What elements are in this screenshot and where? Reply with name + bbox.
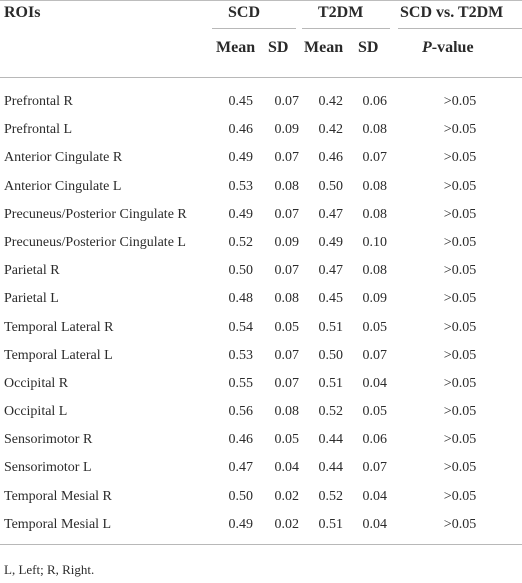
cell-p-value: >0.05 xyxy=(443,347,477,363)
cell-scd-mean: 0.53 xyxy=(228,347,253,363)
cell-t2dm-sd: 0.04 xyxy=(362,375,387,391)
cell-scd-mean: 0.49 xyxy=(228,516,253,532)
table-row xyxy=(0,144,522,172)
cell-roi: Prefrontal L xyxy=(4,122,73,138)
cell-t2dm-sd: 0.09 xyxy=(362,291,387,307)
cell-t2dm-mean: 0.45 xyxy=(318,291,343,307)
cell-scd-mean: 0.45 xyxy=(228,94,253,109)
cell-scd-sd: 0.07 xyxy=(274,347,299,363)
cell-roi: Temporal Lateral L xyxy=(4,347,113,363)
cell-p-value: >0.05 xyxy=(443,432,477,448)
header-p-value xyxy=(422,38,474,58)
cell-scd-sd: 0.07 xyxy=(274,263,299,279)
cell-p-value: >0.05 xyxy=(443,206,477,222)
cell-p-value: >0.05 xyxy=(443,122,477,138)
cell-t2dm-sd: 0.05 xyxy=(362,404,387,420)
cell-t2dm-sd: 0.07 xyxy=(362,347,387,363)
table-row xyxy=(0,173,522,201)
table-body xyxy=(0,88,522,539)
header-scd: SCD xyxy=(228,4,261,21)
cell-p-value: >0.05 xyxy=(443,291,477,307)
cell-scd-mean: 0.56 xyxy=(228,404,253,420)
table-row xyxy=(0,454,522,482)
table-row xyxy=(0,201,522,229)
table-row xyxy=(0,511,522,539)
header-t2dm: T2DM xyxy=(318,4,364,21)
p-suffix: -value xyxy=(431,39,474,56)
top-rule xyxy=(0,0,522,1)
cell-roi: Anterior Cingulate L xyxy=(4,178,122,194)
header-bottom-rule xyxy=(0,77,522,78)
cell-scd-mean: 0.53 xyxy=(228,178,253,194)
table-row xyxy=(0,116,522,144)
cell-t2dm-mean: 0.50 xyxy=(318,178,343,194)
cell-roi: Temporal Lateral R xyxy=(4,319,114,335)
cell-scd-mean: 0.47 xyxy=(228,460,253,476)
table-row xyxy=(0,257,522,285)
table-row xyxy=(0,426,522,454)
cell-scd-sd: 0.07 xyxy=(274,206,299,222)
cell-t2dm-mean: 0.52 xyxy=(318,404,343,420)
cell-t2dm-sd: 0.07 xyxy=(362,460,387,476)
cell-scd-sd: 0.07 xyxy=(274,94,299,109)
cell-t2dm-mean: 0.52 xyxy=(318,488,343,504)
cell-scd-sd: 0.09 xyxy=(274,234,299,250)
cell-t2dm-sd: 0.08 xyxy=(362,178,387,194)
cell-scd-sd: 0.07 xyxy=(274,375,299,391)
cell-roi: Prefrontal R xyxy=(4,94,73,109)
cell-t2dm-sd: 0.08 xyxy=(362,263,387,279)
cell-t2dm-mean: 0.49 xyxy=(318,234,343,250)
cell-scd-mean: 0.52 xyxy=(228,234,253,250)
cell-p-value: >0.05 xyxy=(443,319,477,335)
footnote: L, Left; R, Right. xyxy=(4,562,95,577)
cell-p-value: >0.05 xyxy=(443,375,477,391)
header-scd-vs-t2dm: SCD vs. T2DM xyxy=(400,4,504,21)
header-scd-sd: SD xyxy=(268,39,289,56)
cell-t2dm-sd: 0.08 xyxy=(362,122,387,138)
header-rois: ROIs xyxy=(4,4,41,21)
cell-p-value: >0.05 xyxy=(443,404,477,420)
cell-t2dm-sd: 0.04 xyxy=(362,488,387,504)
cell-roi: Sensorimotor R xyxy=(4,432,93,448)
cell-scd-mean: 0.46 xyxy=(228,122,253,138)
cell-scd-sd: 0.02 xyxy=(274,516,299,532)
cell-t2dm-mean: 0.44 xyxy=(318,460,343,476)
cell-roi: Parietal R xyxy=(4,263,60,279)
cell-roi: Occipital L xyxy=(4,404,68,420)
cell-roi: Sensorimotor L xyxy=(4,460,92,476)
cell-scd-sd: 0.05 xyxy=(274,432,299,448)
cell-roi: Temporal Mesial R xyxy=(4,488,112,504)
cell-scd-mean: 0.55 xyxy=(228,375,253,391)
cell-p-value: >0.05 xyxy=(443,263,477,279)
cell-scd-mean: 0.48 xyxy=(228,291,253,307)
cell-p-value: >0.05 xyxy=(443,150,477,166)
cell-p-value: >0.05 xyxy=(443,516,477,532)
cell-t2dm-mean: 0.47 xyxy=(318,263,343,279)
cell-scd-sd: 0.04 xyxy=(274,460,299,476)
cell-t2dm-mean: 0.51 xyxy=(318,375,343,391)
cell-scd-sd: 0.05 xyxy=(274,319,299,335)
header-scd-mean: Mean xyxy=(216,39,256,56)
cell-t2dm-sd: 0.06 xyxy=(362,94,387,109)
cell-t2dm-mean: 0.50 xyxy=(318,347,343,363)
cell-scd-mean: 0.46 xyxy=(228,432,253,448)
cell-scd-sd: 0.07 xyxy=(274,150,299,166)
cell-p-value: >0.05 xyxy=(443,488,477,504)
cell-t2dm-mean: 0.47 xyxy=(318,206,343,222)
cell-t2dm-sd: 0.07 xyxy=(362,150,387,166)
cell-scd-sd: 0.08 xyxy=(274,404,299,420)
table-row xyxy=(0,483,522,511)
table-row xyxy=(0,88,522,116)
cell-t2dm-mean: 0.42 xyxy=(318,122,343,138)
cell-p-value: >0.05 xyxy=(443,234,477,250)
cell-p-value: >0.05 xyxy=(443,178,477,194)
cell-scd-mean: 0.49 xyxy=(228,206,253,222)
cell-t2dm-sd: 0.10 xyxy=(362,234,387,250)
cell-t2dm-mean: 0.42 xyxy=(318,94,343,109)
cell-scd-mean: 0.50 xyxy=(228,263,253,279)
table-row xyxy=(0,314,522,342)
cell-roi: Parietal L xyxy=(4,291,59,307)
cell-roi: Precuneus/Posterior Cingulate L xyxy=(4,234,186,250)
p-italic: P xyxy=(422,39,432,56)
cell-t2dm-sd: 0.04 xyxy=(362,516,387,532)
cell-roi: Precuneus/Posterior Cingulate R xyxy=(4,206,187,222)
cell-scd-mean: 0.50 xyxy=(228,488,253,504)
footer-rule xyxy=(0,544,522,545)
cell-t2dm-mean: 0.46 xyxy=(318,150,343,166)
cell-scd-sd: 0.08 xyxy=(274,178,299,194)
table-row xyxy=(0,285,522,313)
cell-t2dm-mean: 0.51 xyxy=(318,319,343,335)
table-row xyxy=(0,342,522,370)
compare-group-rule xyxy=(398,28,522,29)
cell-p-value: >0.05 xyxy=(443,460,477,476)
header-t2dm-sd: SD xyxy=(358,39,379,56)
cell-t2dm-sd: 0.05 xyxy=(362,319,387,335)
cell-t2dm-sd: 0.06 xyxy=(362,432,387,448)
cell-t2dm-sd: 0.08 xyxy=(362,206,387,222)
cell-scd-sd: 0.09 xyxy=(274,122,299,138)
scd-group-rule xyxy=(212,28,296,29)
cell-roi: Anterior Cingulate R xyxy=(4,150,123,166)
cell-p-value: >0.05 xyxy=(443,94,477,109)
t2dm-group-rule xyxy=(302,28,390,29)
table-row xyxy=(0,398,522,426)
cell-scd-sd: 0.08 xyxy=(274,291,299,307)
table-row xyxy=(0,370,522,398)
cell-roi: Temporal Mesial L xyxy=(4,516,112,532)
cell-t2dm-mean: 0.51 xyxy=(318,516,343,532)
cell-t2dm-mean: 0.44 xyxy=(318,432,343,448)
cell-scd-mean: 0.54 xyxy=(228,319,253,335)
cell-roi: Occipital R xyxy=(4,375,69,391)
cell-scd-mean: 0.49 xyxy=(228,150,253,166)
table-row xyxy=(0,229,522,257)
cell-scd-sd: 0.02 xyxy=(274,488,299,504)
header-t2dm-mean: Mean xyxy=(304,39,344,56)
